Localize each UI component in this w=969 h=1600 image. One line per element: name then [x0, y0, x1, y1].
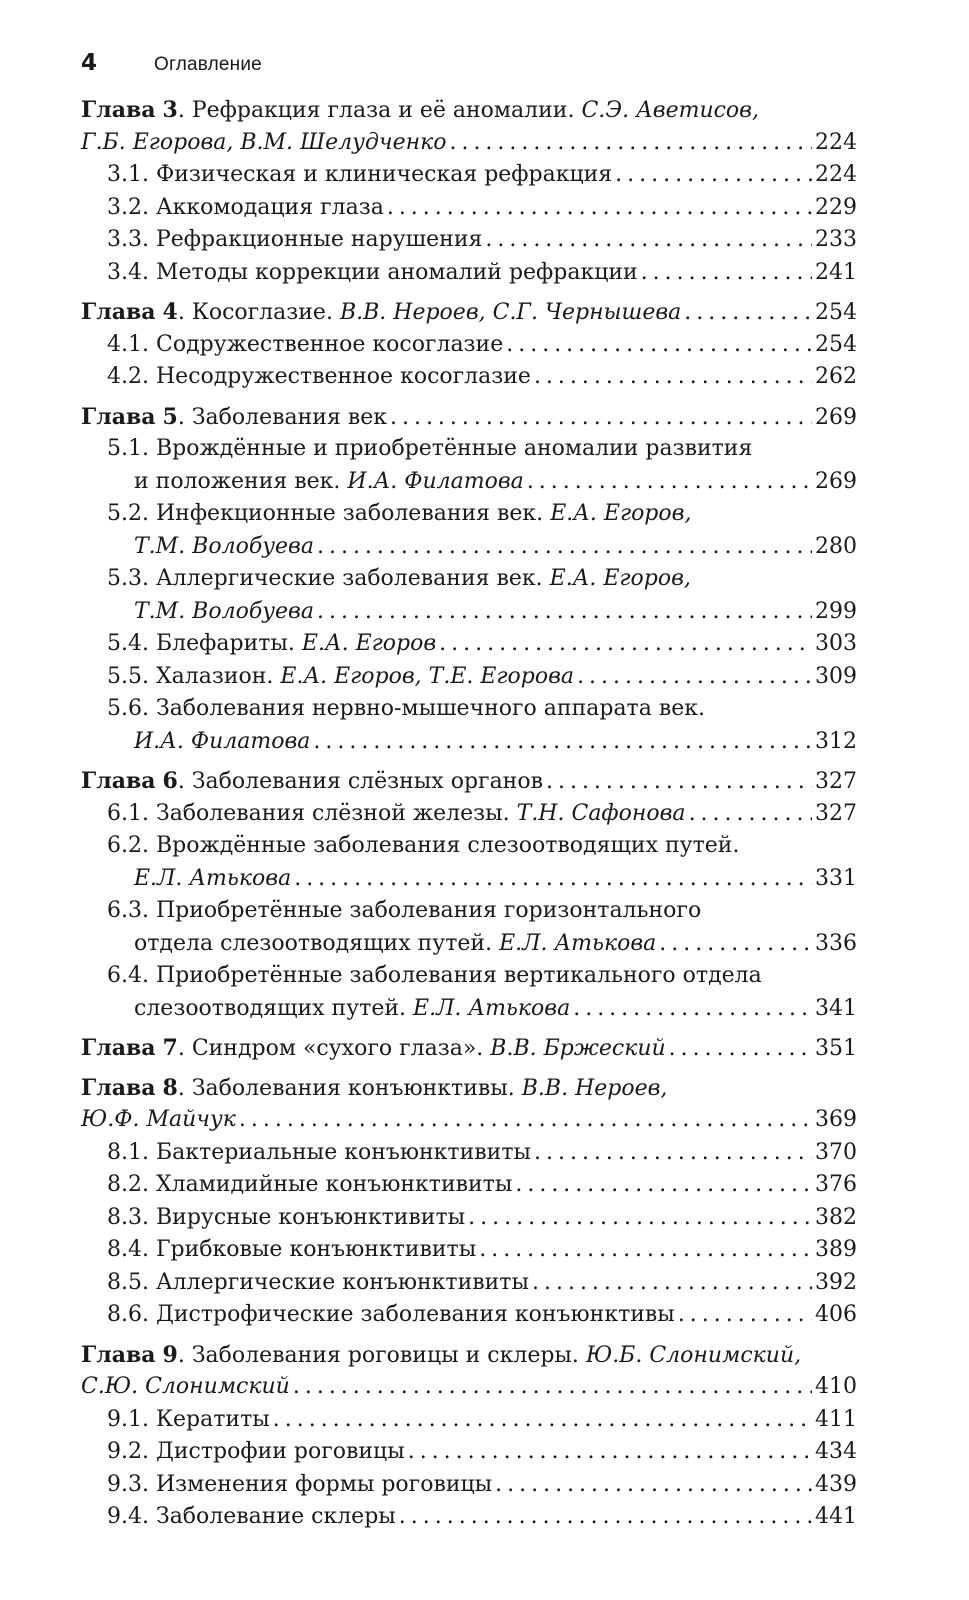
page-ref: 224	[815, 129, 857, 155]
chapter-number: 6	[162, 768, 178, 794]
page-ref: 389	[815, 1237, 857, 1262]
leader-dots	[495, 1469, 812, 1502]
leader-dots	[387, 192, 812, 225]
section-heading	[81, 830, 857, 863]
toc-entry[interactable]	[81, 192, 857, 225]
section-number: 8.5.	[107, 1269, 149, 1295]
toc-entry[interactable]	[81, 1404, 857, 1437]
leader-dots	[485, 224, 812, 257]
chapter-number: 3	[162, 97, 178, 123]
toc-entry[interactable]	[81, 798, 857, 831]
section-number: 3.2.	[107, 194, 149, 220]
section-number: 3.1.	[107, 162, 149, 187]
chapter-authors: Г.Б. Егорова, В.М. Шелудченко	[81, 129, 447, 155]
section-title: Хламидийные конъюнктивиты	[155, 1172, 513, 1197]
toc-entry[interactable]	[81, 361, 857, 394]
chapter-authors: В.В. Нероев,	[521, 1075, 668, 1101]
section-number: 5.3.	[107, 566, 149, 591]
section-title: Содружественное косоглазие	[155, 331, 504, 357]
toc-entry[interactable]	[81, 993, 857, 1026]
leader-dots	[468, 1202, 812, 1235]
toc-entry[interactable]	[81, 159, 857, 192]
page-ref: 382	[815, 1204, 857, 1230]
section-title: Физическая и клиническая рефракция	[155, 162, 613, 187]
section-number: 3.3.	[107, 227, 149, 252]
section-title: Несодружественное косоглазие	[155, 364, 531, 389]
leader-dots	[239, 1104, 812, 1137]
section-number: 3.4.	[107, 259, 149, 285]
leader-dots	[641, 257, 812, 290]
section-heading	[81, 498, 857, 531]
section-number: 6.4.	[107, 963, 149, 988]
section-number: 6.2.	[107, 833, 149, 858]
chapter-label: Глава	[81, 403, 156, 430]
chapter-7	[81, 1032, 857, 1065]
leader-dots	[439, 628, 812, 661]
toc-entry[interactable]	[81, 1169, 857, 1202]
section-heading	[81, 693, 857, 726]
section-authors: Е.А. Егоров, Т.Е. Егорова	[280, 663, 575, 689]
chapter-4	[81, 296, 857, 394]
section-authors: И.А. Филатова	[347, 468, 524, 494]
chapter-authors: Ю.Ф. Майчук	[81, 1107, 236, 1132]
leader-dots	[678, 1299, 812, 1332]
chapter-title: Косоглазие.	[191, 300, 333, 325]
page-ref: 254	[815, 331, 857, 357]
page-ref: 336	[815, 930, 857, 956]
page-ref: 331	[815, 865, 857, 891]
section-heading	[81, 433, 857, 466]
page-ref: 434	[815, 1439, 857, 1464]
chapter-authors: В.В. Бржеский	[490, 1036, 666, 1061]
section-authors: И.А. Филатова	[134, 728, 311, 754]
chapter-title: Заболевания слёзных органов	[191, 769, 543, 794]
section-title: Заболевание склеры	[155, 1504, 396, 1529]
section-title: Дистрофии роговицы	[155, 1439, 405, 1464]
chapter-label: Глава	[81, 97, 156, 123]
leader-dots	[669, 1033, 812, 1066]
section-title: Приобретённые заболевания вертикального отдела	[155, 963, 762, 988]
page-ref: 439	[815, 1471, 857, 1497]
table-of-contents	[81, 94, 857, 1541]
chapter-heading: Глава 8. Заболевания конъюнктивы. В.В. Нероев,	[81, 1074, 668, 1101]
section-number: 9.2.	[107, 1439, 149, 1464]
section-authors: Т.Н. Сафонова	[516, 800, 686, 826]
section-authors: Е.А. Егоров,	[550, 501, 692, 526]
toc-entry[interactable]	[81, 1137, 857, 1170]
leader-dots	[317, 596, 812, 629]
page-ref: 269	[815, 404, 857, 430]
page-ref: 341	[815, 995, 857, 1021]
leader-dots	[317, 531, 812, 564]
chapter-3	[81, 94, 857, 289]
toc-entry[interactable]	[81, 329, 857, 362]
page-ref: 370	[815, 1139, 857, 1165]
leader-dots	[408, 1436, 812, 1469]
section-number: 5.6.	[107, 696, 149, 721]
page-ref: 376	[815, 1172, 857, 1197]
toc-entry[interactable]	[81, 1202, 857, 1235]
page-ref: 233	[815, 227, 857, 252]
leader-dots	[506, 329, 812, 362]
page-ref: 312	[815, 728, 857, 754]
leader-dots	[294, 863, 812, 896]
chapter-label: Глава	[81, 768, 156, 794]
leader-dots	[293, 1371, 812, 1404]
running-header	[81, 50, 262, 84]
toc-entry[interactable]: Глава 5. Заболевания век . . . 269	[81, 401, 857, 434]
leader-dots	[399, 1501, 812, 1534]
section-number: 8.4.	[107, 1237, 149, 1262]
page-ref: 254	[815, 300, 857, 325]
section-heading	[81, 960, 857, 993]
leader-dots	[534, 1137, 812, 1170]
leader-dots	[273, 1404, 812, 1437]
section-title: Аккомодация глаза	[155, 194, 384, 220]
chapter-authors: Ю.Б. Слонимский,	[585, 1342, 802, 1368]
toc-entry[interactable]	[81, 726, 857, 759]
section-title: Заболевания слёзной железы.	[155, 800, 510, 826]
section-title: Врождённые и приобретённые аномалии развития	[155, 436, 753, 461]
chapter-number: 7	[162, 1035, 178, 1061]
section-number: 4.1.	[107, 331, 149, 357]
chapter-title: Рефракция глаза и её аномалии.	[191, 98, 575, 123]
toc-entry[interactable]	[81, 928, 857, 961]
chapter-label: Глава	[81, 1035, 156, 1061]
section-number: 5.5.	[107, 663, 149, 689]
page-ref: 369	[815, 1107, 857, 1132]
toc-entry[interactable]	[81, 1469, 857, 1502]
toc-entry[interactable]	[81, 628, 857, 661]
section-title: Инфекционные заболевания век.	[155, 501, 544, 526]
leader-dots	[527, 466, 812, 499]
leader-dots	[532, 1267, 812, 1300]
toc-entry[interactable]	[81, 257, 857, 290]
section-authors: Т.М. Волобуева	[134, 598, 314, 624]
section-title: Заболевания нервно-мышечного аппарата век.	[155, 696, 705, 721]
chapter-title: Заболевания роговицы и склеры.	[191, 1342, 579, 1368]
toc-entry[interactable]	[81, 661, 857, 694]
toc-entry[interactable]	[81, 1104, 857, 1137]
page-ref: 392	[815, 1269, 857, 1295]
leader-dots	[615, 159, 812, 192]
chapter-authors: С.Ю. Слонимский	[81, 1374, 290, 1399]
toc-entry[interactable]	[81, 863, 857, 896]
section-title: Методы коррекции аномалий рефракции	[155, 259, 638, 285]
chapter-title: Заболевания век	[191, 404, 387, 430]
chapter-number: 4	[162, 299, 178, 325]
toc-entry[interactable]	[81, 1371, 857, 1404]
section-authors: Е.А. Егоров	[301, 631, 437, 656]
section-title: Изменения формы роговицы	[155, 1471, 493, 1497]
toc-entry[interactable]	[81, 1436, 857, 1469]
page-ref: 309	[815, 663, 857, 689]
chapter-number: 8	[162, 1074, 178, 1101]
page-ref: 269	[815, 468, 857, 494]
section-title: Бактериальные конъюнктивиты	[155, 1139, 531, 1165]
page-ref: 351	[815, 1036, 857, 1061]
section-title: Приобретённые заболевания горизонтального	[155, 898, 702, 923]
section-authors: Е.Л. Атькова	[499, 930, 657, 956]
toc-entry[interactable]	[81, 596, 857, 629]
section-title: слезоотводящих путей.	[134, 995, 407, 1021]
toc-entry[interactable]: Глава 7. Синдром «сухого глаза». В.В. Бржеский . . . 351	[81, 1032, 857, 1065]
chapter-heading: Глава 9. Заболевания роговицы и склеры. Ю.Б. Слонимский,	[81, 1341, 802, 1368]
leader-dots	[577, 661, 812, 694]
chapter-label: Глава	[81, 299, 156, 325]
page-ref: 299	[815, 598, 857, 624]
chapter-9	[81, 1339, 857, 1534]
section-title: Врождённые заболевания слезоотводящих путей.	[155, 833, 740, 858]
leader-dots	[546, 766, 812, 799]
leader-dots	[313, 726, 812, 759]
section-heading	[81, 895, 857, 928]
section-title: Грибковые конъюнктивиты	[155, 1237, 477, 1262]
section-number: 5.2.	[107, 501, 149, 526]
section-number: 9.3.	[107, 1471, 149, 1497]
section-number: 8.6.	[107, 1302, 149, 1327]
section-number: 8.1.	[107, 1139, 149, 1165]
leader-dots	[449, 127, 812, 160]
leader-dots	[515, 1169, 812, 1202]
page-ref: 229	[815, 194, 857, 220]
section-title: Вирусные конъюнктивиты	[155, 1204, 466, 1230]
page-ref: 406	[815, 1302, 857, 1327]
section-authors: Е.А. Егоров,	[549, 566, 691, 591]
chapter-title: Синдром «сухого глаза».	[191, 1036, 484, 1061]
chapter-authors: В.В. Нероев, С.Г. Чернышева	[339, 300, 682, 325]
section-title: Аллергические конъюнктивиты	[155, 1269, 529, 1295]
section-title: и положения век.	[134, 468, 341, 494]
toc-entry[interactable]	[81, 1234, 857, 1267]
page-ref: 411	[815, 1406, 857, 1432]
section-title: отдела слезоотводящих путей.	[134, 930, 493, 956]
leader-dots	[479, 1234, 812, 1267]
page-ref: 441	[815, 1504, 857, 1529]
section-title: Кератиты	[155, 1406, 270, 1432]
page-ref: 262	[815, 364, 857, 389]
section-title: Блефариты.	[155, 631, 295, 656]
leader-dots	[573, 993, 812, 1026]
toc-entry[interactable]	[81, 1501, 857, 1534]
toc-entry[interactable]: Глава 6. Заболевания слёзных органов . . . 327	[81, 765, 857, 798]
toc-entry[interactable]: Глава 4. Косоглазие. В.В. Нероев, С.Г. Чернышева . . . 254	[81, 296, 857, 329]
section-title: Аллергические заболевания век.	[155, 566, 543, 591]
chapter-heading: Глава 3. Рефракция глаза и её аномалии. С.Э. Аветисов,	[81, 97, 759, 123]
section-authors: Е.Л. Атькова	[134, 865, 292, 891]
leader-dots	[659, 928, 812, 961]
section-number: 4.2.	[107, 364, 149, 389]
toc-entry[interactable]	[81, 127, 857, 160]
page-ref: 280	[815, 533, 857, 559]
toc-entry[interactable]	[81, 1299, 857, 1332]
chapter-title: Заболевания конъюнктивы.	[191, 1075, 515, 1101]
section-title: Халазион.	[155, 663, 274, 689]
page-ref: 327	[815, 769, 857, 794]
chapter-number: 9	[162, 1341, 178, 1368]
section-authors: Т.М. Волобуева	[134, 533, 314, 559]
leader-dots	[689, 798, 812, 831]
chapter-8	[81, 1072, 857, 1332]
section-number: 9.4.	[107, 1504, 149, 1529]
page-ref: 303	[815, 631, 857, 656]
leader-dots	[390, 402, 812, 435]
section-number: 5.4.	[107, 631, 149, 656]
running-title: Оглавление	[154, 54, 262, 75]
page-ref: 224	[815, 162, 857, 187]
toc-entry[interactable]	[81, 466, 857, 499]
page-ref: 327	[815, 800, 857, 826]
chapter-authors: С.Э. Аветисов,	[581, 98, 759, 123]
toc-entry[interactable]	[81, 531, 857, 564]
page-ref: 241	[815, 259, 857, 285]
toc-entry[interactable]	[81, 1267, 857, 1300]
chapter-label: Глава	[81, 1341, 156, 1368]
leader-dots	[684, 297, 812, 330]
toc-entry[interactable]	[81, 224, 857, 257]
section-number: 6.1.	[107, 800, 149, 826]
page-number: 4	[81, 50, 98, 76]
chapter-6	[81, 765, 857, 1025]
chapter-number: 5	[162, 403, 178, 430]
chapter-label: Глава	[81, 1074, 156, 1101]
leader-dots	[534, 361, 812, 394]
section-number: 9.1.	[107, 1406, 149, 1432]
section-heading	[81, 563, 857, 596]
page-ref: 410	[815, 1374, 857, 1399]
chapter-5	[81, 401, 857, 759]
section-title: Рефракционные нарушения	[155, 227, 483, 252]
section-number: 8.2.	[107, 1172, 149, 1197]
section-number: 5.1.	[107, 436, 149, 461]
section-number: 6.3.	[107, 898, 149, 923]
section-authors: Е.Л. Атькова	[413, 995, 571, 1021]
section-title: Дистрофические заболевания конъюнктивы	[155, 1302, 675, 1327]
section-number: 8.3.	[107, 1204, 149, 1230]
